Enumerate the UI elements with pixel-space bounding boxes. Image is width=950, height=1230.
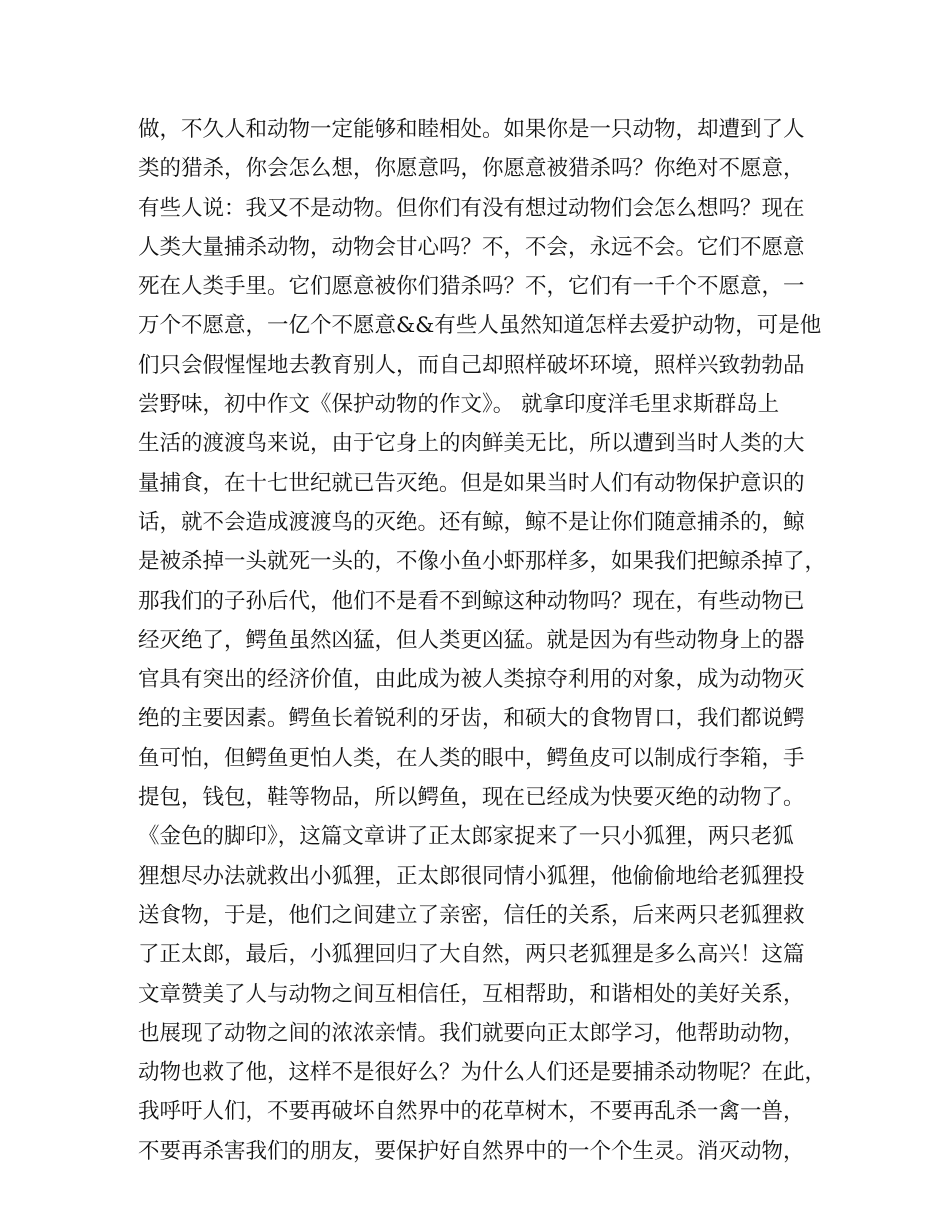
text-line: 我呼吁人们，不要再破坏自然界中的花草树木，不要再乱杀一禽一兽， (138, 1099, 805, 1125)
text-line: 官具有突出的经济价值，由此成为被人类掠夺利用的对象，成为动物灭 (138, 667, 805, 693)
text-line: 动物也救了他，这样不是很好么？为什么人们还是要捕杀动物呢？在此， (138, 1060, 827, 1086)
text-line: 那我们的子孙后代，他们不是看不到鲸这种动物吗？现在，有些动物已 (138, 588, 805, 614)
text-line: 提包，钱包，鞋等物品，所以鳄鱼，现在已经成为快要灭绝的动物了。 (138, 785, 805, 811)
body-text (138, 110, 828, 1171)
text-line: 送食物，于是，他们之间建立了亲密，信任的关系，后来两只老狐狸救 (138, 902, 805, 928)
text-line: 绝的主要因素。鳄鱼长着锐利的牙齿，和硕大的食物胃口，我们都说鳄 (138, 706, 805, 732)
text-line: 尝野味，初中作文《保护动物的作文》。 就拿印度洋毛里求斯群岛上 (138, 392, 780, 418)
text-line: 生活的渡渡鸟来说，由于它身上的肉鲜美无比，所以遭到当时人类的大 (138, 431, 805, 457)
text-line: 了正太郎，最后，小狐狸回归了大自然，两只老狐狸是多么高兴！这篇 (138, 942, 805, 968)
text-line: 死在人类手里。它们愿意被你们猎杀吗？不，它们有一千个不愿意，一 (138, 274, 805, 300)
text-line: 不要再杀害我们的朋友，要保护好自然界中的一个个生灵。消灭动物， (138, 1138, 805, 1164)
text-line: 有些人说：我又不是动物。但你们有没有想过动物们会怎么想吗？现在 (138, 195, 805, 221)
text-line: 万个不愿意，一亿个不愿意&&有些人虽然知道怎样去爱护动物，可是他 (138, 313, 822, 339)
text-line: 文章赞美了人与动物之间互相信任，互相帮助，和谐相处的美好关系， (138, 981, 805, 1007)
text-line: 也展现了动物之间的浓浓亲情。我们就要向正太郎学习，他帮助动物， (138, 1020, 805, 1046)
text-line: 量捕食，在十七世纪就已告灭绝。但是如果当时人们有动物保护意识的 (138, 470, 805, 496)
text-line: 做，不久人和动物一定能够和睦相处。如果你是一只动物，却遭到了人 (138, 117, 805, 142)
text-line: 人类大量捕杀动物，动物会甘心吗？不，不会，永远不会。它们不愿意 (138, 234, 805, 260)
text-line: 经灭绝了，鳄鱼虽然凶猛，但人类更凶猛。就是因为有些动物身上的器 (138, 627, 805, 653)
text-line: 《金色的脚印》，这篇文章讲了正太郎家捉来了一只小狐狸，两只老狐 (138, 824, 794, 850)
text-line: 类的猎杀，你会怎么想，你愿意吗，你愿意被猎杀吗？你绝对不愿意， (138, 156, 805, 182)
text-line: 狸想尽办法就救出小狐狸，正太郎很同情小狐狸，他偷偷地给老狐狸投 (138, 863, 805, 889)
text-line: 们只会假惺惺地去教育别人，而自己却照样破坏环境，照样兴致勃勃品 (138, 352, 805, 378)
text-line: 话，就不会造成渡渡鸟的灭绝。还有鲸，鲸不是让你们随意捕杀的，鲸 (138, 509, 805, 535)
text-line: 是被杀掉一头就死一头的，不像小鱼小虾那样多，如果我们把鲸杀掉了， (138, 549, 827, 575)
text-line: 鱼可怕，但鳄鱼更怕人类，在人类的眼中，鳄鱼皮可以制成行李箱，手 (138, 745, 805, 771)
